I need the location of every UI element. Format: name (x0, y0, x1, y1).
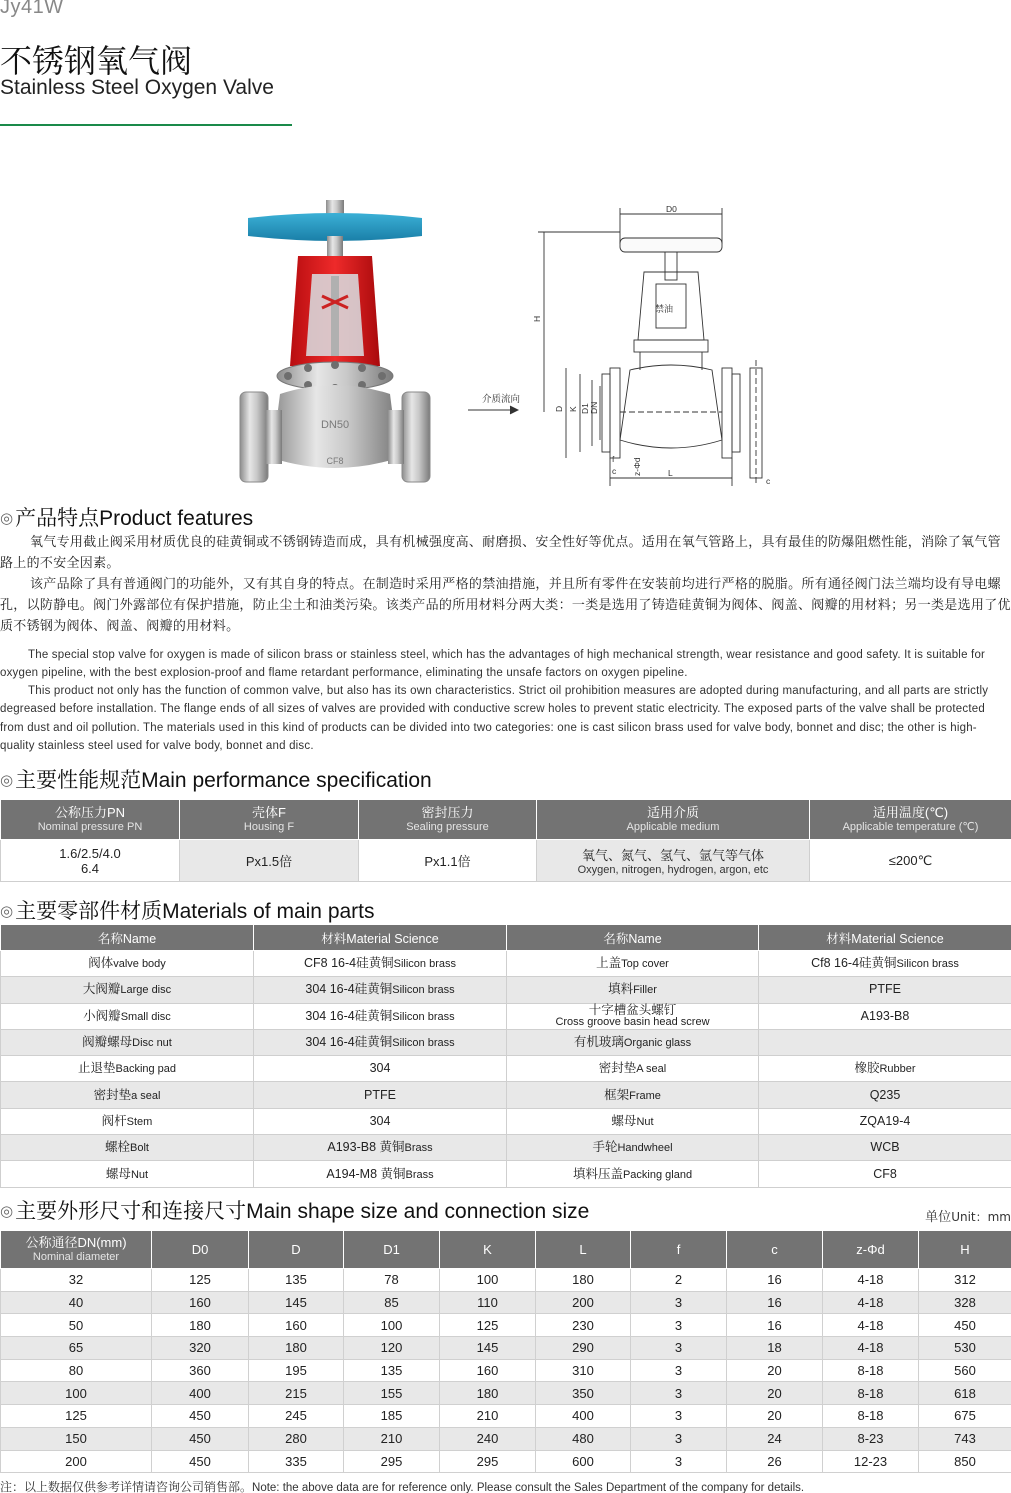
dimensions-cell: 245 (249, 1405, 344, 1428)
dimensions-cell: 20 (727, 1382, 823, 1405)
dimensions-cell: 180 (536, 1269, 631, 1292)
dimensions-cell: 85 (344, 1291, 440, 1314)
dimensions-cell: 3 (631, 1359, 727, 1382)
performance-heading: ◎主要性能规范Main performance specification (0, 768, 432, 792)
dimensions-cell: 4-18 (823, 1337, 919, 1360)
materials-cell: Q235 (759, 1082, 1011, 1108)
dimensions-cell: 100 (344, 1314, 440, 1337)
dim-col-header: H (919, 1231, 1011, 1269)
dimensions-cell: 16 (727, 1314, 823, 1337)
dimensions-cell: 200 (1, 1450, 152, 1473)
inlet-flange (240, 392, 268, 482)
materials-cell: 304 (254, 1108, 507, 1134)
dimensions-cell: 312 (919, 1269, 1011, 1292)
dimensions-cell: 560 (919, 1359, 1011, 1382)
dimensions-cell: 155 (344, 1382, 440, 1405)
materials-cell: 密封垫a seal (1, 1082, 254, 1108)
dim-label-c-side: c (766, 476, 771, 486)
materials-cell: 螺母Nut (507, 1108, 759, 1134)
body-marking: DN50 (320, 419, 350, 431)
dimensions-cell: 400 (152, 1382, 249, 1405)
perf-col-housing: 壳体F Housing F (180, 800, 359, 840)
dimensions-cell: 290 (536, 1337, 631, 1360)
dim-label-f: f (612, 454, 615, 464)
dimensions-cell: 850 (919, 1450, 1011, 1473)
dimensions-cell: 8-18 (823, 1405, 919, 1428)
dimensions-row (1, 1291, 1011, 1314)
dim-label-l: L (668, 468, 673, 478)
dimensions-cell: 20 (727, 1405, 823, 1428)
dimensions-cell: 24 (727, 1427, 823, 1450)
dimensions-cell: 3 (631, 1427, 727, 1450)
materials-cell: 手轮Handwheel (507, 1135, 759, 1161)
materials-row (1, 1108, 1011, 1134)
materials-row (1, 1161, 1011, 1187)
dimensions-cell: 3 (631, 1450, 727, 1473)
dimensions-cell: 4-18 (823, 1314, 919, 1337)
valve-product-photo (230, 196, 440, 490)
perf-medium-value: 氧气、氮气、氢气、氩气等气体 Oxygen, nitrogen, hydrogen, argon, etc (537, 840, 810, 882)
dimensions-cell: 180 (249, 1337, 344, 1360)
materials-cell: 橡胶Rubber (759, 1056, 1011, 1082)
dimensions-cell: 26 (727, 1450, 823, 1473)
features-heading: ◎产品特点Product features (0, 506, 254, 530)
perf-col-temperature: 适用温度(℃) Applicable temperature (℃) (810, 800, 1011, 840)
materials-row (1, 1003, 1011, 1029)
dimensions-cell: 80 (1, 1359, 152, 1382)
materials-table (0, 924, 1011, 1188)
dimensions-cell: 200 (536, 1291, 631, 1314)
perf-col-medium: 适用介质 Applicable medium (537, 800, 810, 840)
dim-label-dn: DN (589, 401, 599, 414)
dimensions-cell: 8-18 (823, 1359, 919, 1382)
performance-table (0, 799, 1011, 882)
dimensions-cell: 180 (152, 1314, 249, 1337)
dimensions-cell: 210 (344, 1427, 440, 1450)
materials-cell: 螺母Nut (1, 1161, 254, 1187)
materials-row (1, 1135, 1011, 1161)
dim-col-header: D1 (344, 1231, 440, 1269)
dimensions-cell: 280 (249, 1427, 344, 1450)
dimensions-cell: 328 (919, 1291, 1011, 1314)
dimensions-row (1, 1405, 1011, 1428)
dimensions-cell: 145 (440, 1337, 536, 1360)
materials-cell: 大阀瓣Large disc (1, 977, 254, 1003)
materials-cell: 框架Frame (507, 1082, 759, 1108)
outlet-flange (402, 392, 430, 482)
dimensions-cell: 185 (344, 1405, 440, 1428)
dim-col-header: c (727, 1231, 823, 1269)
perf-temperature-value: ≤200℃ (810, 840, 1011, 882)
dimensions-cell: 295 (344, 1450, 440, 1473)
dimensions-row (1, 1427, 1011, 1450)
dimensions-cell: 450 (152, 1427, 249, 1450)
materials-cell: 小阀瓣Small disc (1, 1003, 254, 1029)
dimensions-cell: 100 (1, 1382, 152, 1405)
materials-heading: ◎主要零部件材质Materials of main parts (0, 899, 375, 923)
page-title-cn: 不锈钢氧气阀 (0, 42, 193, 80)
materials-row (1, 951, 1011, 977)
dimensions-cell: 480 (536, 1427, 631, 1450)
dimensions-cell: 110 (440, 1291, 536, 1314)
materials-cell: 填料压盖Packing gland (507, 1161, 759, 1187)
materials-row (1, 1029, 1011, 1055)
dimensions-row (1, 1337, 1011, 1360)
dimensions-cell: 100 (440, 1269, 536, 1292)
dimensions-cell: 530 (919, 1337, 1011, 1360)
materials-cell: 填料Filler (507, 977, 759, 1003)
materials-cell: A193-B8 (759, 1003, 1011, 1029)
materials-cell: PTFE (254, 1082, 507, 1108)
materials-row (1, 977, 1011, 1003)
dimensions-cell: 50 (1, 1314, 152, 1337)
dim-col-header: z-Φd (823, 1231, 919, 1269)
dimensions-cell: 743 (919, 1427, 1011, 1450)
dimensions-cell: 675 (919, 1405, 1011, 1428)
materials-cell: 螺栓Bolt (1, 1135, 254, 1161)
dimensions-row (1, 1450, 1011, 1473)
dimensions-cell: 310 (536, 1359, 631, 1382)
materials-cell: WCB (759, 1135, 1011, 1161)
dim-col-header: D (249, 1231, 344, 1269)
dimensions-cell: 8-23 (823, 1427, 919, 1450)
dimensions-row (1, 1359, 1011, 1382)
dimensions-cell: 125 (1, 1405, 152, 1428)
dimensions-cell: 335 (249, 1450, 344, 1473)
flow-direction-label: 介质流向 (482, 394, 521, 405)
features-paragraph-en-1: The special stop valve for oxygen is made of silicon brass or stainless steel, which has the advantages of high mechanical strength, wear resistance and good safety. It is suitable for oxygen pipeline, with the best explosion-proof and flame retardant performance, eliminating the unsafe factors on oxygen pipeline. (0, 649, 986, 680)
dim-col-header: L (536, 1231, 631, 1269)
materials-cell: 304 16-4硅黄铜Silicon brass (254, 1029, 507, 1055)
materials-cell: 304 16-4硅黄铜Silicon brass (254, 1003, 507, 1029)
dim-col-header: f (631, 1231, 727, 1269)
page-title-en: Stainless Steel Oxygen Valve (0, 76, 274, 99)
dim-label-d0: D0 (666, 204, 677, 214)
dimensions-row (1, 1314, 1011, 1337)
dimensions-cell: 3 (631, 1382, 727, 1405)
unit-label: 单位Unit：mm (925, 1210, 1011, 1225)
body-marking-2: CF8 (326, 456, 344, 466)
materials-cell: 止退垫Backing pad (1, 1056, 254, 1082)
dimensions-cell: 145 (249, 1291, 344, 1314)
materials-cell: Cf8 16-4硅黄铜Silicon brass (759, 951, 1011, 977)
dim-label-k: K (568, 406, 578, 412)
perf-pn-value: 1.6/2.5/4.0 6.4 (1, 840, 180, 882)
dimensions-cell: 295 (440, 1450, 536, 1473)
mat-col-material-2: 材料Material Science (759, 925, 1011, 951)
title-underline (0, 124, 292, 126)
dimensions-cell: 135 (249, 1269, 344, 1292)
dim-label-h: H (532, 315, 542, 322)
dimensions-cell: 600 (536, 1450, 631, 1473)
materials-cell: ZQA19-4 (759, 1108, 1011, 1134)
dimensions-cell: 350 (536, 1382, 631, 1405)
dim-label-d: D (554, 405, 564, 412)
dimensions-cell: 160 (249, 1314, 344, 1337)
model-number: Jy41W (0, 0, 64, 18)
materials-cell: A193-B8 黄铜Brass (254, 1135, 507, 1161)
dimensions-cell: 210 (440, 1405, 536, 1428)
oil-ban-label: 禁油 (655, 305, 674, 315)
perf-col-pn: 公称压力PN Nominal pressure PN (1, 800, 180, 840)
dimensions-cell: 16 (727, 1269, 823, 1292)
features-paragraph-cn-2: 该产品除了具有普通阀门的功能外，又有其自身的特点。在制造时采用严格的禁油措施，并且所有零件在安装前均进行严格的脱脂。所有通径阀门法兰端均设有导电螺孔，以防静电。阀门外露部位有保护措施，防止尘土和油类污染。该类产品的所用材料分两大类：一类是选用了铸造硅黄铜为阀体、阀盖、阀瓣的用材料；另一类是选用了优质不锈钢为阀体、阀盖、阀瓣的用材料。 (0, 577, 1011, 634)
dimensions-cell: 125 (440, 1314, 536, 1337)
materials-cell: 304 16-4硅黄铜Silicon brass (254, 977, 507, 1003)
dimensions-cell: 3 (631, 1337, 727, 1360)
dimensions-cell: 450 (919, 1314, 1011, 1337)
dimensions-cell: 8-18 (823, 1382, 919, 1405)
dimensions-cell: 180 (440, 1382, 536, 1405)
dimensions-table (0, 1230, 1011, 1473)
dimensions-cell: 65 (1, 1337, 152, 1360)
perf-col-sealing: 密封压力 Sealing pressure (359, 800, 537, 840)
dimensions-cell: 32 (1, 1269, 152, 1292)
dimensions-cell: 3 (631, 1291, 727, 1314)
dimensions-cell: 195 (249, 1359, 344, 1382)
materials-cell: 304 (254, 1056, 507, 1082)
dimensions-cell: 160 (440, 1359, 536, 1382)
dim-label-c: c (612, 466, 617, 476)
dimensions-cell: 40 (1, 1291, 152, 1314)
materials-cell: 阀瓣螺母Disc nut (1, 1029, 254, 1055)
materials-cell: 阀杆Stem (1, 1108, 254, 1134)
dimensions-cell: 16 (727, 1291, 823, 1314)
dimensions-cell: 160 (152, 1291, 249, 1314)
materials-cell: CF8 (759, 1161, 1011, 1187)
dim-col-header: D0 (152, 1231, 249, 1269)
materials-row (1, 1082, 1011, 1108)
dim-label-zd: z-Φd (632, 457, 642, 476)
materials-cell: 十字槽盆头螺钉 Cross groove basin head screw (507, 1003, 759, 1029)
materials-cell: CF8 16-4硅黄铜Silicon brass (254, 951, 507, 977)
dimensions-cell: 320 (152, 1337, 249, 1360)
dimensions-cell: 18 (727, 1337, 823, 1360)
dimensions-cell: 20 (727, 1359, 823, 1382)
dimensions-cell: 400 (536, 1405, 631, 1428)
dimensions-cell: 618 (919, 1382, 1011, 1405)
dimensions-cell: 230 (536, 1314, 631, 1337)
perf-housing-value: Px1.5倍 (180, 840, 359, 882)
footnote: 注：以上数据仅供参考详情请咨询公司销售部。Note: the above data are for reference only. Please consult the Sales Department of the company for details. (0, 1480, 805, 1493)
dimensions-cell: 135 (344, 1359, 440, 1382)
materials-cell: PTFE (759, 977, 1011, 1003)
materials-cell: 上盖Top cover (507, 951, 759, 977)
materials-cell (759, 1029, 1011, 1055)
dimensions-row (1, 1269, 1011, 1292)
dimensions-heading: ◎主要外形尺寸和连接尺寸Main shape size and connection size (0, 1199, 590, 1223)
dimensions-cell: 78 (344, 1269, 440, 1292)
features-paragraph-cn-1: 氧气专用截止阀采用材质优良的硅黄铜或不锈钢铸造而成，具有机械强度高、耐磨损、安全性好等优点。适用在氧气管路上，具有最佳的防爆阻燃性能，消除了氧气管路上的不安全因素。 (0, 535, 1001, 571)
dimensions-cell: 4-18 (823, 1291, 919, 1314)
mat-col-name-2: 名称Name (507, 925, 759, 951)
features-paragraph-en-2: This product not only has the function of common valve, but also has its own characteristics. Strict oil prohibition measures are adopted during manufacturing, and all parts are strictly degreased before installation. The flange ends of all sizes of valves are provided with conductive screw holes to prevent static electricity. The exposed parts of the valve shall be protected from dust and oil pollution. The materials used in this kind of products can be divided into two categories: one is cast silicon brass used for valve body, bonnet and disc; the other is high-quality stainless steel used for valve body, bonnet and disc. (0, 685, 989, 752)
mat-col-material-1: 材料Material Science (254, 925, 507, 951)
dimensions-cell: 125 (152, 1269, 249, 1292)
dimensions-cell: 3 (631, 1405, 727, 1428)
materials-row (1, 1056, 1011, 1082)
dimensions-cell: 120 (344, 1337, 440, 1360)
materials-cell: 阀体valve body (1, 951, 254, 977)
perf-sealing-value: Px1.1倍 (359, 840, 537, 882)
dimensions-cell: 450 (152, 1405, 249, 1428)
dimensions-cell: 215 (249, 1382, 344, 1405)
dim-col-header: K (440, 1231, 536, 1269)
materials-cell: 有机玻璃Organic glass (507, 1029, 759, 1055)
dimensions-cell: 450 (152, 1450, 249, 1473)
dimensions-cell: 2 (631, 1269, 727, 1292)
dimensions-cell: 4-18 (823, 1269, 919, 1292)
mat-col-name-1: 名称Name (1, 925, 254, 951)
dim-label-d1: D1 (580, 403, 590, 414)
dimensions-row (1, 1382, 1011, 1405)
dimensions-cell: 150 (1, 1427, 152, 1450)
materials-cell: A194-M8 黄铜Brass (254, 1161, 507, 1187)
dimensions-cell: 360 (152, 1359, 249, 1382)
dimensions-cell: 12-23 (823, 1450, 919, 1473)
dim-col-dn: 公称通径DN(mm) Nominal diameter (1, 1231, 152, 1269)
dimensions-cell: 240 (440, 1427, 536, 1450)
dimensions-cell: 3 (631, 1314, 727, 1337)
valve-technical-drawing (460, 200, 790, 490)
stem (327, 236, 343, 256)
materials-cell: 密封垫A seal (507, 1056, 759, 1082)
